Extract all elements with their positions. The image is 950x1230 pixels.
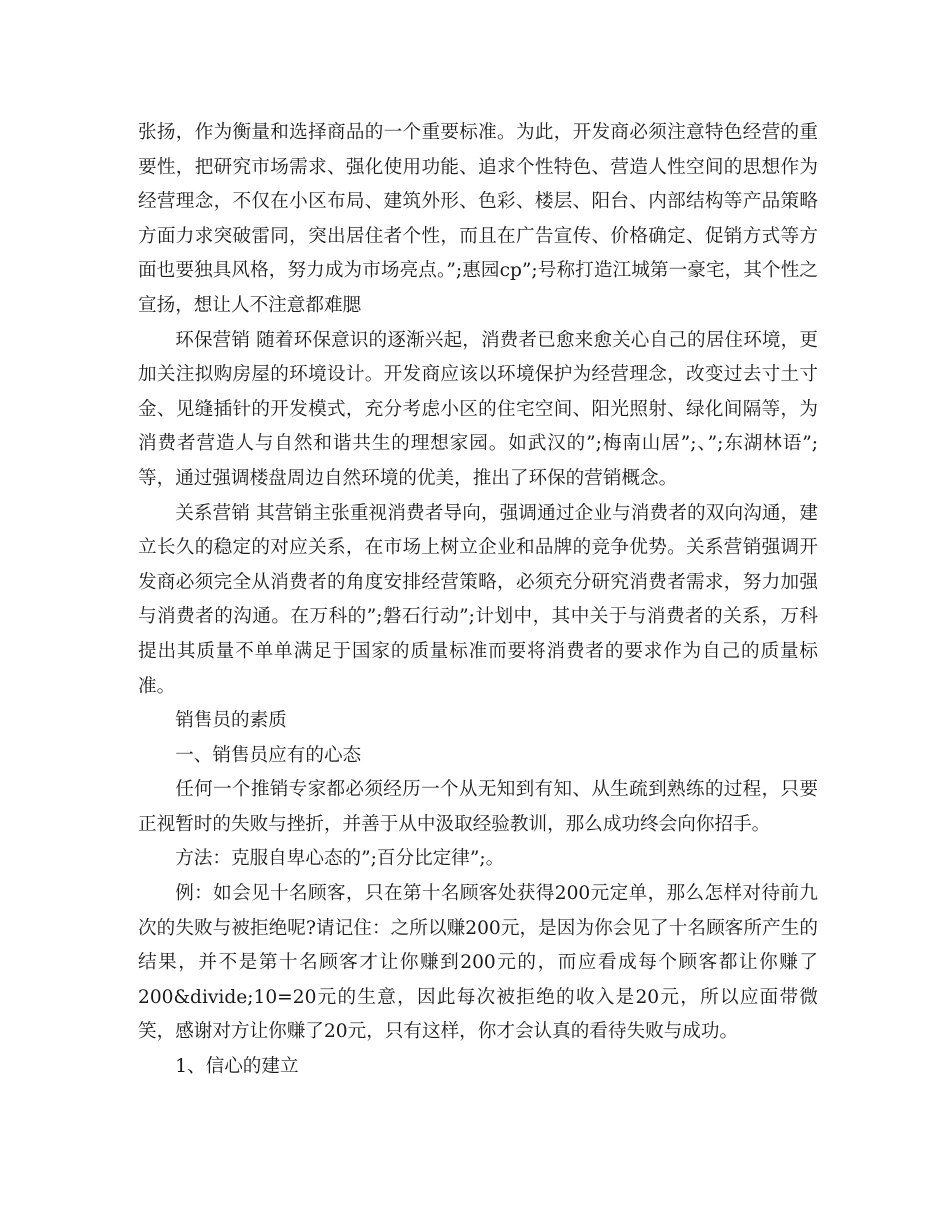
paragraph-method: 方法：克服自卑心态的”;百分比定律”;。	[175, 848, 505, 870]
paragraph-feature-marketing: 张扬，作为衡量和选择商品的一个重要标准。为此，开发商必须注意特色经营的重要性，把研究市场需求、强化使用功能、追求个性特色、营造人性空间的思想作为经营理念，不仅在小区布局、建筑外形、色彩、楼层、阳台、内部结构等产品策略方面力求突破雷同，突出居住者个性，而且在广告宣传、价格确定、促销方式等方面也要独具风格，努力成为市场亮点。”;惠园cp”;号称打造江城第一豪宅，其个性之宣扬，想让人不注意都难腮	[138, 122, 818, 316]
paragraph-relationship-marketing: 关系营销 其营销主张重视消费者导向，强调通过企业与消费者的双向沟通，建立长久的稳定的对应关系，在市场上树立企业和品牌的竞争优势。关系营销强调开发商必须完全从消费者的角度安排经营策略，必须充分研究消费者需求，努力加强与消费者的沟通。在万科的”;磐石行动”;计划中，其中关于与消费者的关系，万科提出其质量不单单满足于国家的质量标准而要将消费者的要求作为自己的质量标准。	[138, 502, 818, 697]
document-body	[138, 116, 818, 1085]
paragraph-example: 例：如会见十名顾客，只在第十名顾客处获得200元定单，那么怎样对待前九次的失败与被拒绝呢?请记住：之所以赚200元，是因为你会见了十名顾客所产生的结果，并不是第十名顾客才让你赚到200元的，而应看成每个顾客都让你赚了200&divide;10=20元的生意，因此每次被拒绝的收入是20元，所以应面带微笑，感谢对方让你赚了20元，只有这样，你才会认真的看待失败与成功。	[138, 883, 818, 1043]
section-heading-confidence: 1、信心的建立	[175, 1056, 299, 1078]
section-heading-salesperson-quality: 销售员的素质	[175, 710, 287, 732]
paragraph-sales-expert: 任何一个推销专家都必须经历一个从无知到有知、从生疏到熟练的过程，只要正视暂时的失败与挫折，并善于从中汲取经验教训，那么成功终会向你招手。	[138, 779, 818, 835]
section-heading-mindset: 一、销售员应有的心态	[175, 744, 362, 766]
paragraph-green-marketing: 环保营销 随着环保意识的逐渐兴起，消费者已愈来愈关心自己的居住环境，更加关注拟购房屋的环境设计。开发商应该以环境保护为经营理念，改变过去寸土寸金、见缝插针的开发模式，充分考虑小区的住宅空间、阳光照射、绿化间隔等，为消费者营造人与自然和谐共生的理想家园。如武汉的”;梅南山居”;、”;东湖林语”;等，通过强调楼盘周边自然环境的优美，推出了环保的营销概念。	[138, 329, 818, 489]
